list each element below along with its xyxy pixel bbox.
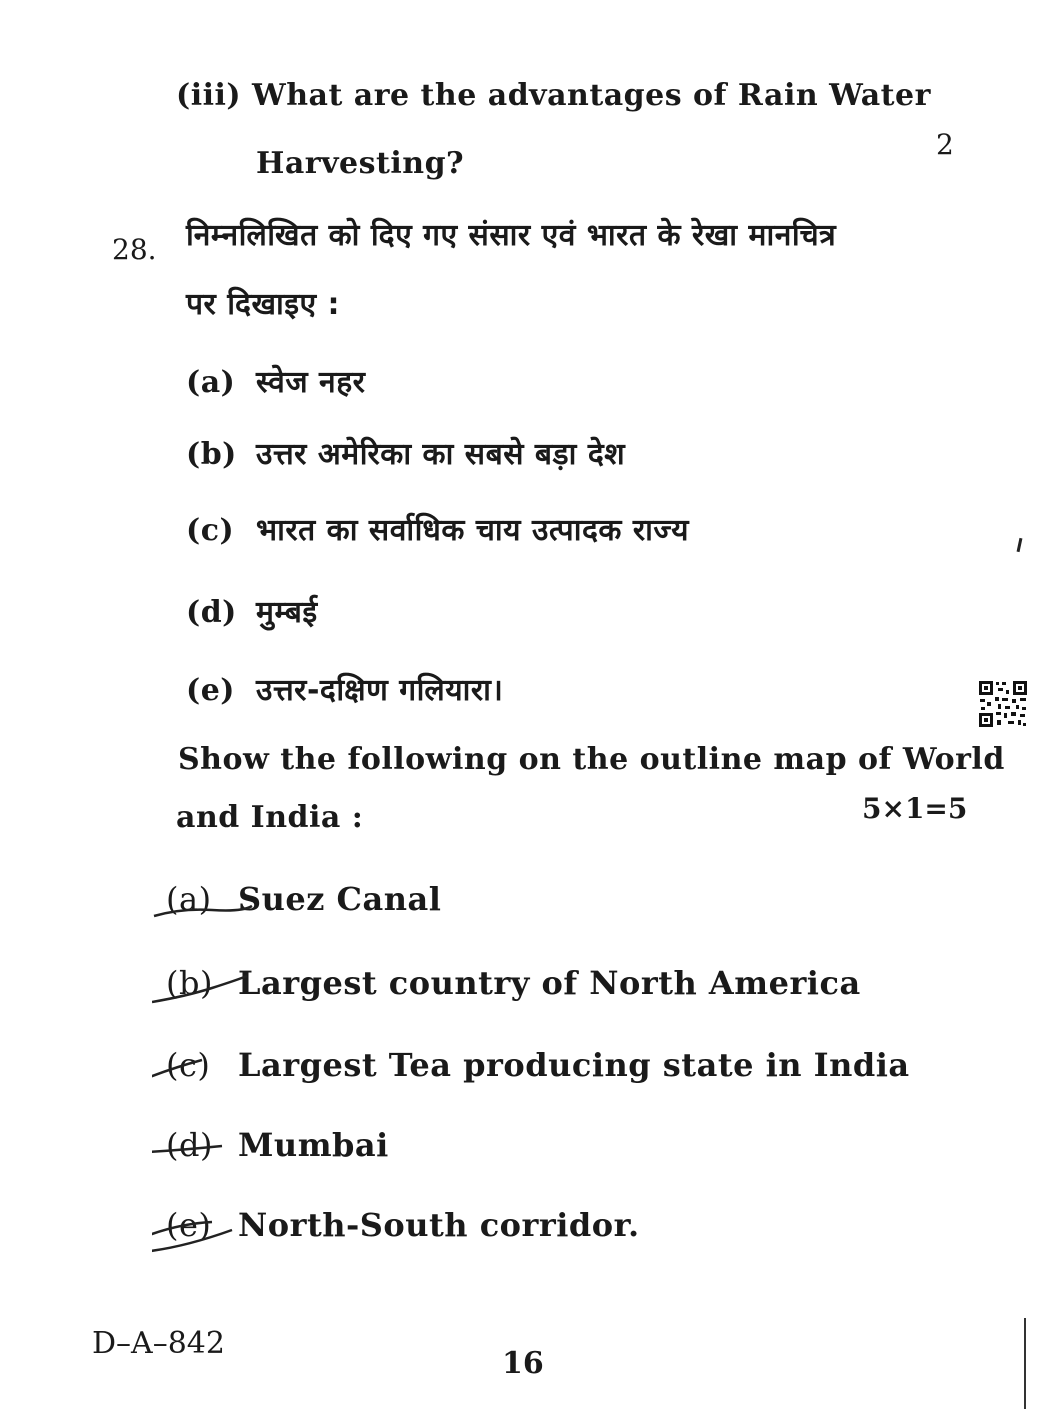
english-instruction-line2: and India : <box>176 800 364 835</box>
handwritten-swirl-icon <box>152 1212 272 1262</box>
hindi-item-marker: (d) <box>186 595 237 630</box>
scan-edge-line <box>1024 1318 1026 1409</box>
english-item-marker: (c) <box>166 1046 238 1084</box>
english-item-marker: (b) <box>166 964 238 1002</box>
qr-code-icon <box>978 680 1028 732</box>
page-number: 16 <box>502 1346 544 1381</box>
english-item-marker: (e) <box>166 1206 238 1244</box>
hindi-item-a <box>186 360 365 401</box>
question-iii-text: What are the advantages of Rain Water <box>252 78 931 113</box>
english-item-e <box>166 1206 640 1244</box>
english-item-text: North-South corridor. <box>238 1206 640 1244</box>
english-item-d <box>166 1126 389 1164</box>
hindi-item-c <box>186 508 689 549</box>
question-number: 28. <box>112 233 157 266</box>
question-iii-marker: (iii) <box>176 78 242 113</box>
hindi-instruction-line2: पर दिखाइए : <box>186 287 341 322</box>
scan-mark <box>1017 538 1023 552</box>
hindi-item-text: मुम्बई <box>256 595 318 630</box>
hindi-item-text: स्वेज नहर <box>256 365 366 400</box>
hindi-item-marker: (e) <box>186 673 235 708</box>
question-iii-marks: 2 <box>936 128 954 161</box>
english-item-a <box>166 880 441 918</box>
english-item-text: Suez Canal <box>238 880 442 918</box>
hindi-item-d <box>186 590 318 631</box>
english-item-marker: (a) <box>166 880 238 918</box>
english-item-text: Largest Tea producing state in India <box>238 1046 910 1084</box>
hindi-item-text: उत्तर अमेरिका का सबसे बड़ा देश <box>256 437 626 472</box>
hindi-item-marker: (b) <box>186 437 237 472</box>
handwritten-tick-icon <box>152 970 262 1010</box>
english-item-b <box>166 964 861 1002</box>
english-item-marker: (d) <box>166 1126 238 1164</box>
english-instruction-line1: Show the following on the outline map of World <box>178 742 1005 777</box>
english-item-text: Mumbai <box>238 1126 389 1164</box>
question-28-marks: 5×1=5 <box>862 792 968 825</box>
handwritten-tick-icon <box>152 1052 262 1092</box>
hindi-item-text: भारत का सर्वाधिक चाय उत्पादक राज्य <box>256 513 689 548</box>
handwritten-tick-icon <box>152 886 262 926</box>
handwritten-tick-icon <box>152 1132 262 1172</box>
hindi-item-marker: (c) <box>186 513 235 548</box>
hindi-item-text: उत्तर-दक्षिण गलियारा। <box>256 673 504 708</box>
english-item-c <box>166 1046 910 1084</box>
hindi-item-e <box>186 668 503 709</box>
english-item-text: Largest country of North America <box>238 964 861 1002</box>
hindi-item-b <box>186 432 625 473</box>
hindi-item-marker: (a) <box>186 365 236 400</box>
hindi-instruction-line1: निम्नलिखित को दिए गए संसार एवं भारत के रेखा मानचित्र <box>186 218 837 253</box>
question-iii-line2: Harvesting? <box>256 146 465 181</box>
paper-code: D–A–842 <box>92 1326 225 1361</box>
question-iii-line1 <box>176 78 931 113</box>
